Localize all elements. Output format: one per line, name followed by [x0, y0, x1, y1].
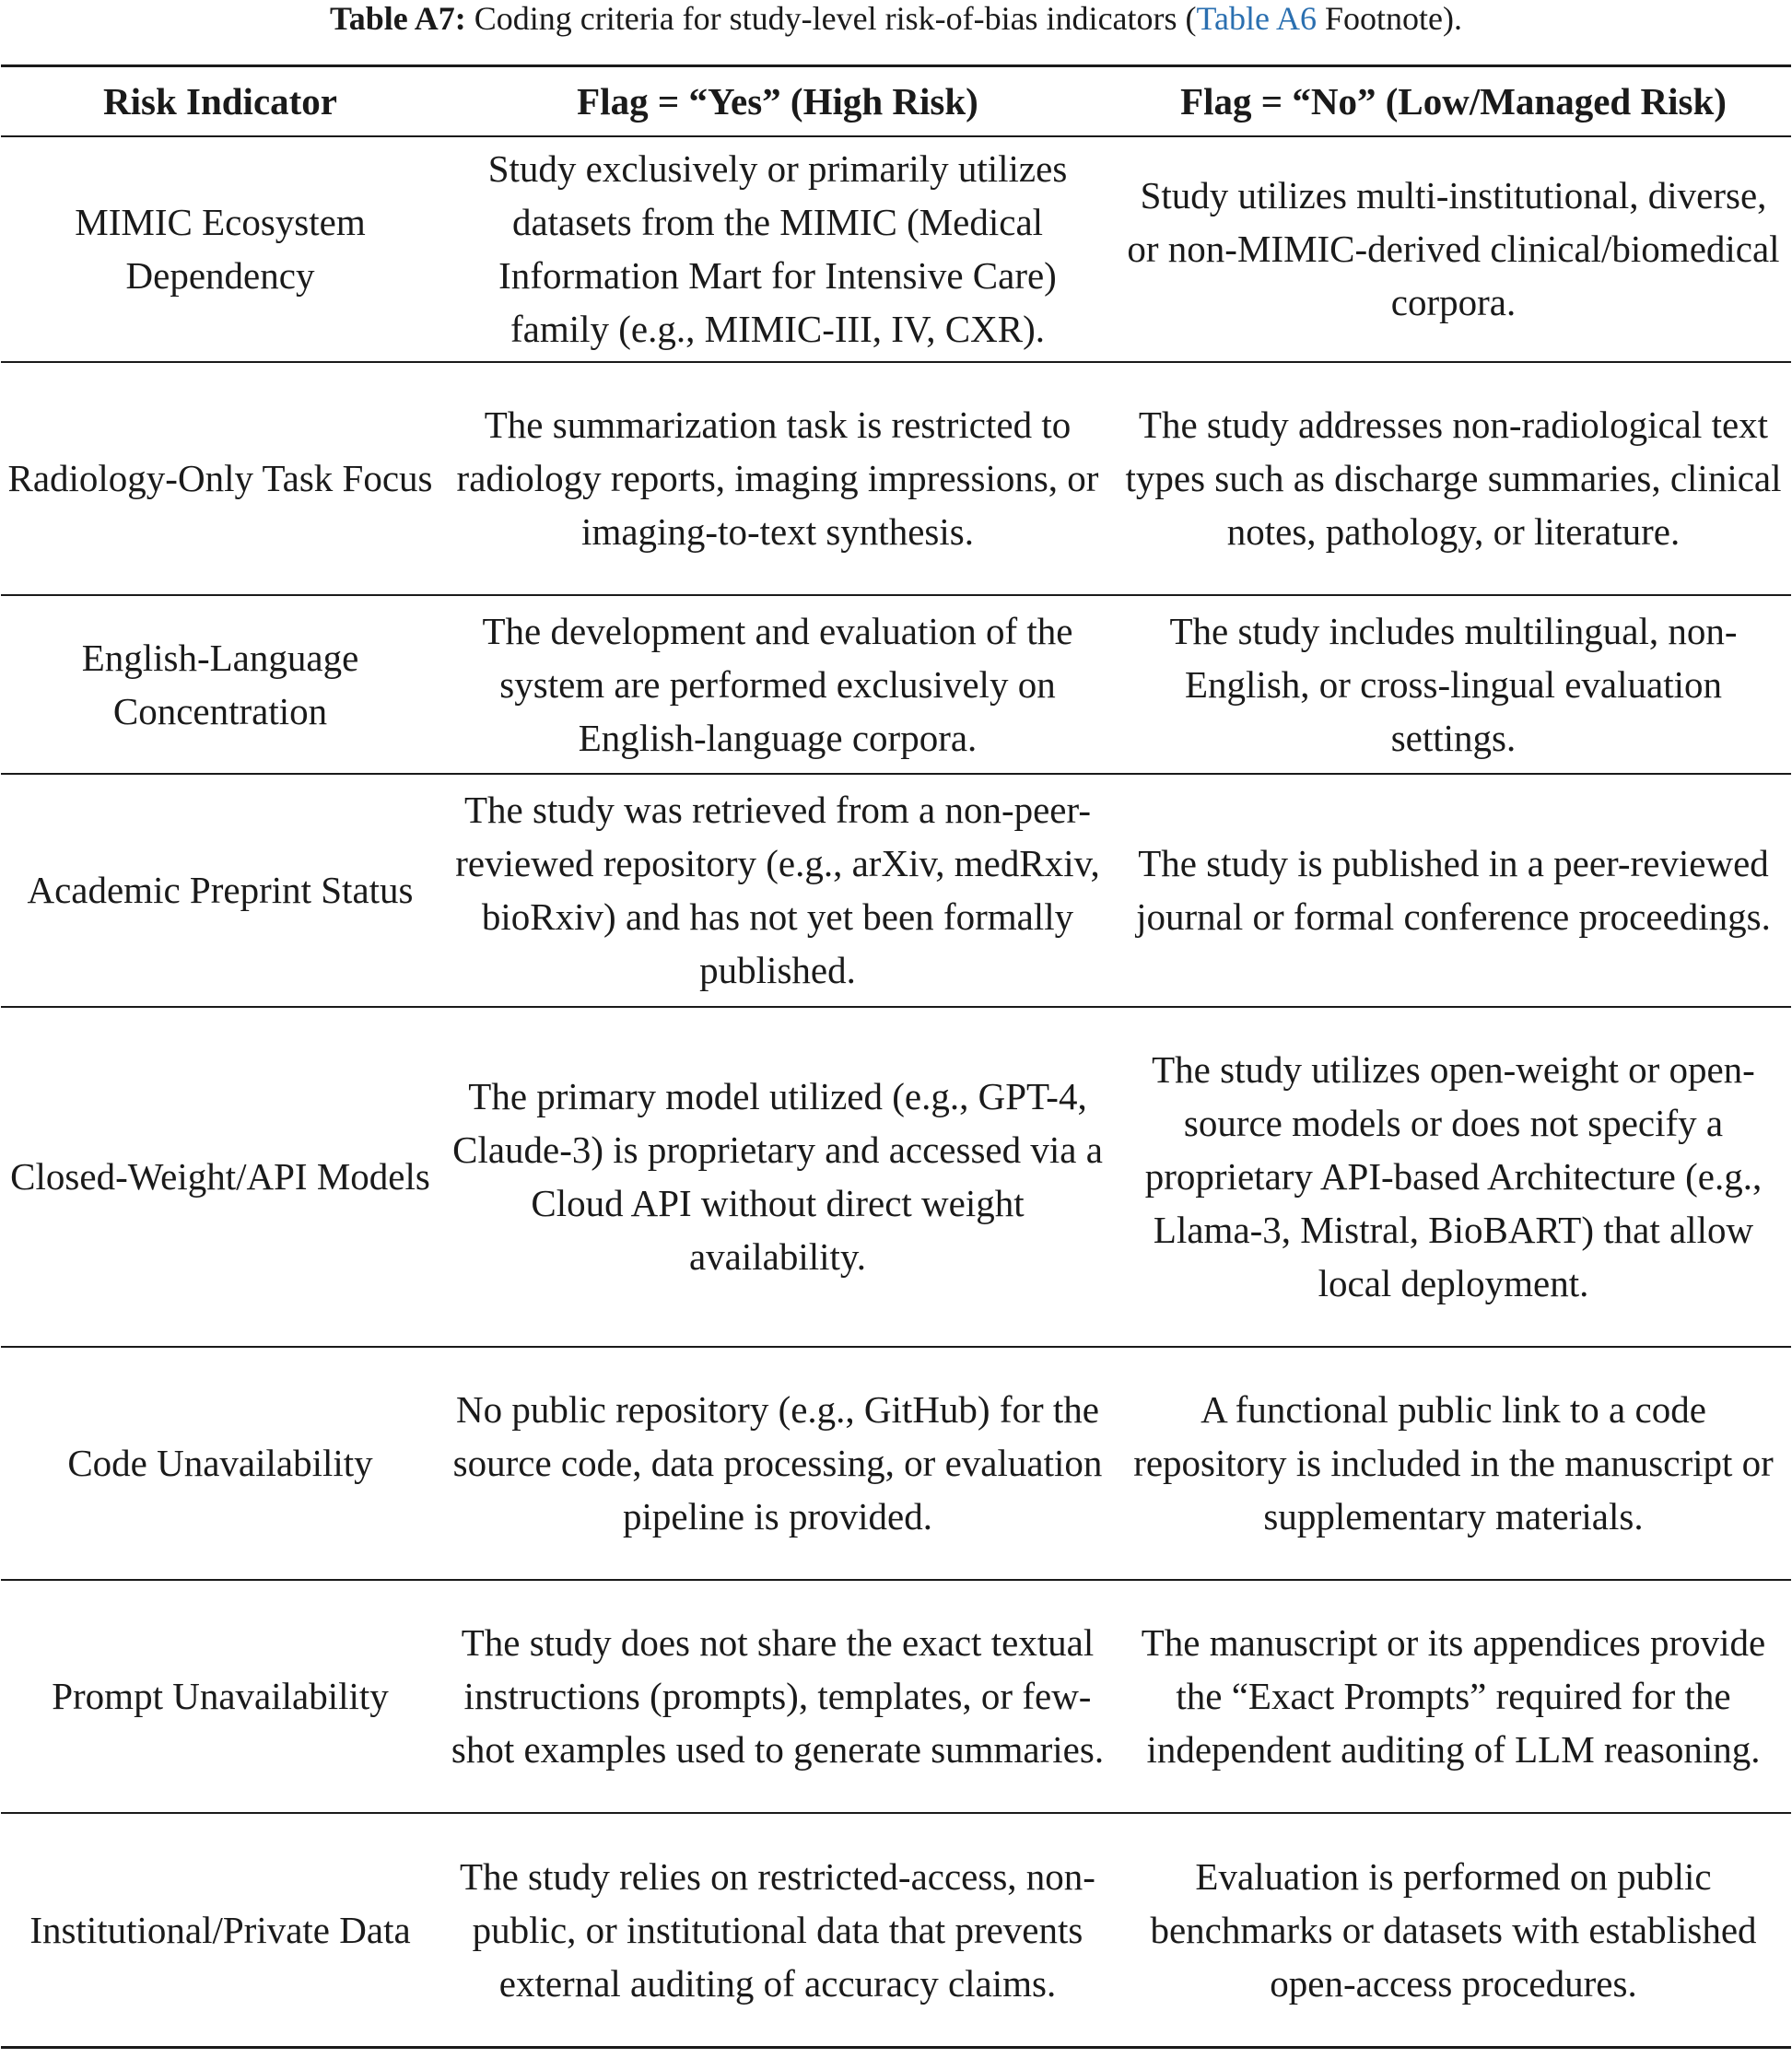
flag-no-cell: The manuscript or its appendices provide the “Exact Prompts” required for the independent auditing of LLM reasoning.	[1141, 1621, 1766, 1771]
table-row	[1, 362, 1791, 595]
flag-no-cell: A functional public link to a code repository is included in the manuscript or supplementary materials.	[1133, 1388, 1774, 1538]
header-risk-indicator: Risk Indicator	[102, 79, 337, 123]
flag-yes-cell: Study exclusively or primarily utilizes datasets from the MIMIC (Medical Information Mart for Intensive Care) family (e.g., MIMIC-III, IV, CXR).	[487, 147, 1068, 350]
flag-yes-cell: The primary model utilized (e.g., GPT-4, Claude-3) is proprietary and accessed via a Cloud API without direct weight availability.	[452, 1075, 1103, 1278]
table-row	[1, 1580, 1791, 1813]
risk-indicator-cell: Academic Preprint Status	[27, 869, 414, 911]
flag-no-cell: The study addresses non-radiological text types such as discharge summaries, clinical notes, pathology, or literature.	[1125, 403, 1782, 553]
header-flag-no: Flag = “No” (Low/Managed Risk)	[1180, 79, 1727, 123]
caption-text: Coding criteria for study-level risk-of-bias indicators (	[465, 0, 1197, 37]
table-row	[1, 595, 1791, 774]
caption-suffix: Footnote).	[1316, 0, 1462, 37]
flag-yes-cell: The development and evaluation of the system are performed exclusively on English-language corpora.	[482, 609, 1073, 759]
flag-yes-cell: The summarization task is restricted to radiology reports, imaging impressions, or imaging-to-text synthesis.	[456, 403, 1099, 553]
table-caption	[0, 0, 1792, 48]
flag-no-cell: The study utilizes open-weight or open-source models or does not specify a proprietary API-based Architecture (e.g., Llama-3, Mistral, BioBART) that allow local deployment.	[1144, 1048, 1763, 1304]
table-a6-link[interactable]: Table A6	[1196, 0, 1317, 37]
table-header-row	[1, 66, 1791, 136]
risk-indicator-cell: Closed-Weight/API Models	[10, 1155, 430, 1198]
flag-no-cell: The study is published in a peer-reviewed journal or formal conference proceedings.	[1136, 842, 1771, 938]
table-row	[1, 136, 1791, 362]
risk-indicator-cell: MIMIC Ecosystem Dependency	[75, 201, 366, 297]
flag-yes-cell: No public repository (e.g., GitHub) for the source code, data processing, or evaluation pipeline is provided.	[452, 1388, 1103, 1538]
risk-indicator-cell: Institutional/Private Data	[29, 1908, 411, 1951]
flag-yes-cell: The study does not share the exact textual instructions (prompts), templates, or few-shot examples used to generate summaries.	[451, 1621, 1105, 1771]
risk-criteria-table	[1, 64, 1791, 2049]
risk-indicator-cell: Prompt Unavailability	[52, 1675, 389, 1717]
flag-no-cell: Study utilizes multi-institutional, diverse, or non-MIMIC-derived clinical/biomedical corpora.	[1127, 174, 1780, 323]
risk-indicator-cell: Code Unavailability	[67, 1442, 373, 1484]
header-flag-yes: Flag = “Yes” (High Risk)	[577, 79, 978, 123]
risk-indicator-cell: Radiology-Only Task Focus	[7, 457, 433, 499]
table-row	[1, 1007, 1791, 1347]
flag-yes-cell: The study relies on restricted-access, non-public, or institutional data that prevents external auditing of accuracy claims.	[460, 1854, 1095, 2005]
table-row	[1, 1813, 1791, 2048]
flag-no-cell: Evaluation is performed on public benchmarks or datasets with established open-access procedures.	[1150, 1854, 1757, 2005]
flag-no-cell: The study includes multilingual, non-English, or cross-lingual evaluation settings.	[1169, 609, 1738, 759]
risk-indicator-cell: English-Language Concentration	[81, 636, 359, 732]
caption-label: Table A7:	[330, 0, 466, 37]
table-row	[1, 774, 1791, 1007]
flag-yes-cell: The study was retrieved from a non-peer-reviewed repository (e.g., arXiv, medRxiv, bioRxiv) and has not yet been formally published.	[455, 789, 1100, 991]
table-row	[1, 1347, 1791, 1580]
